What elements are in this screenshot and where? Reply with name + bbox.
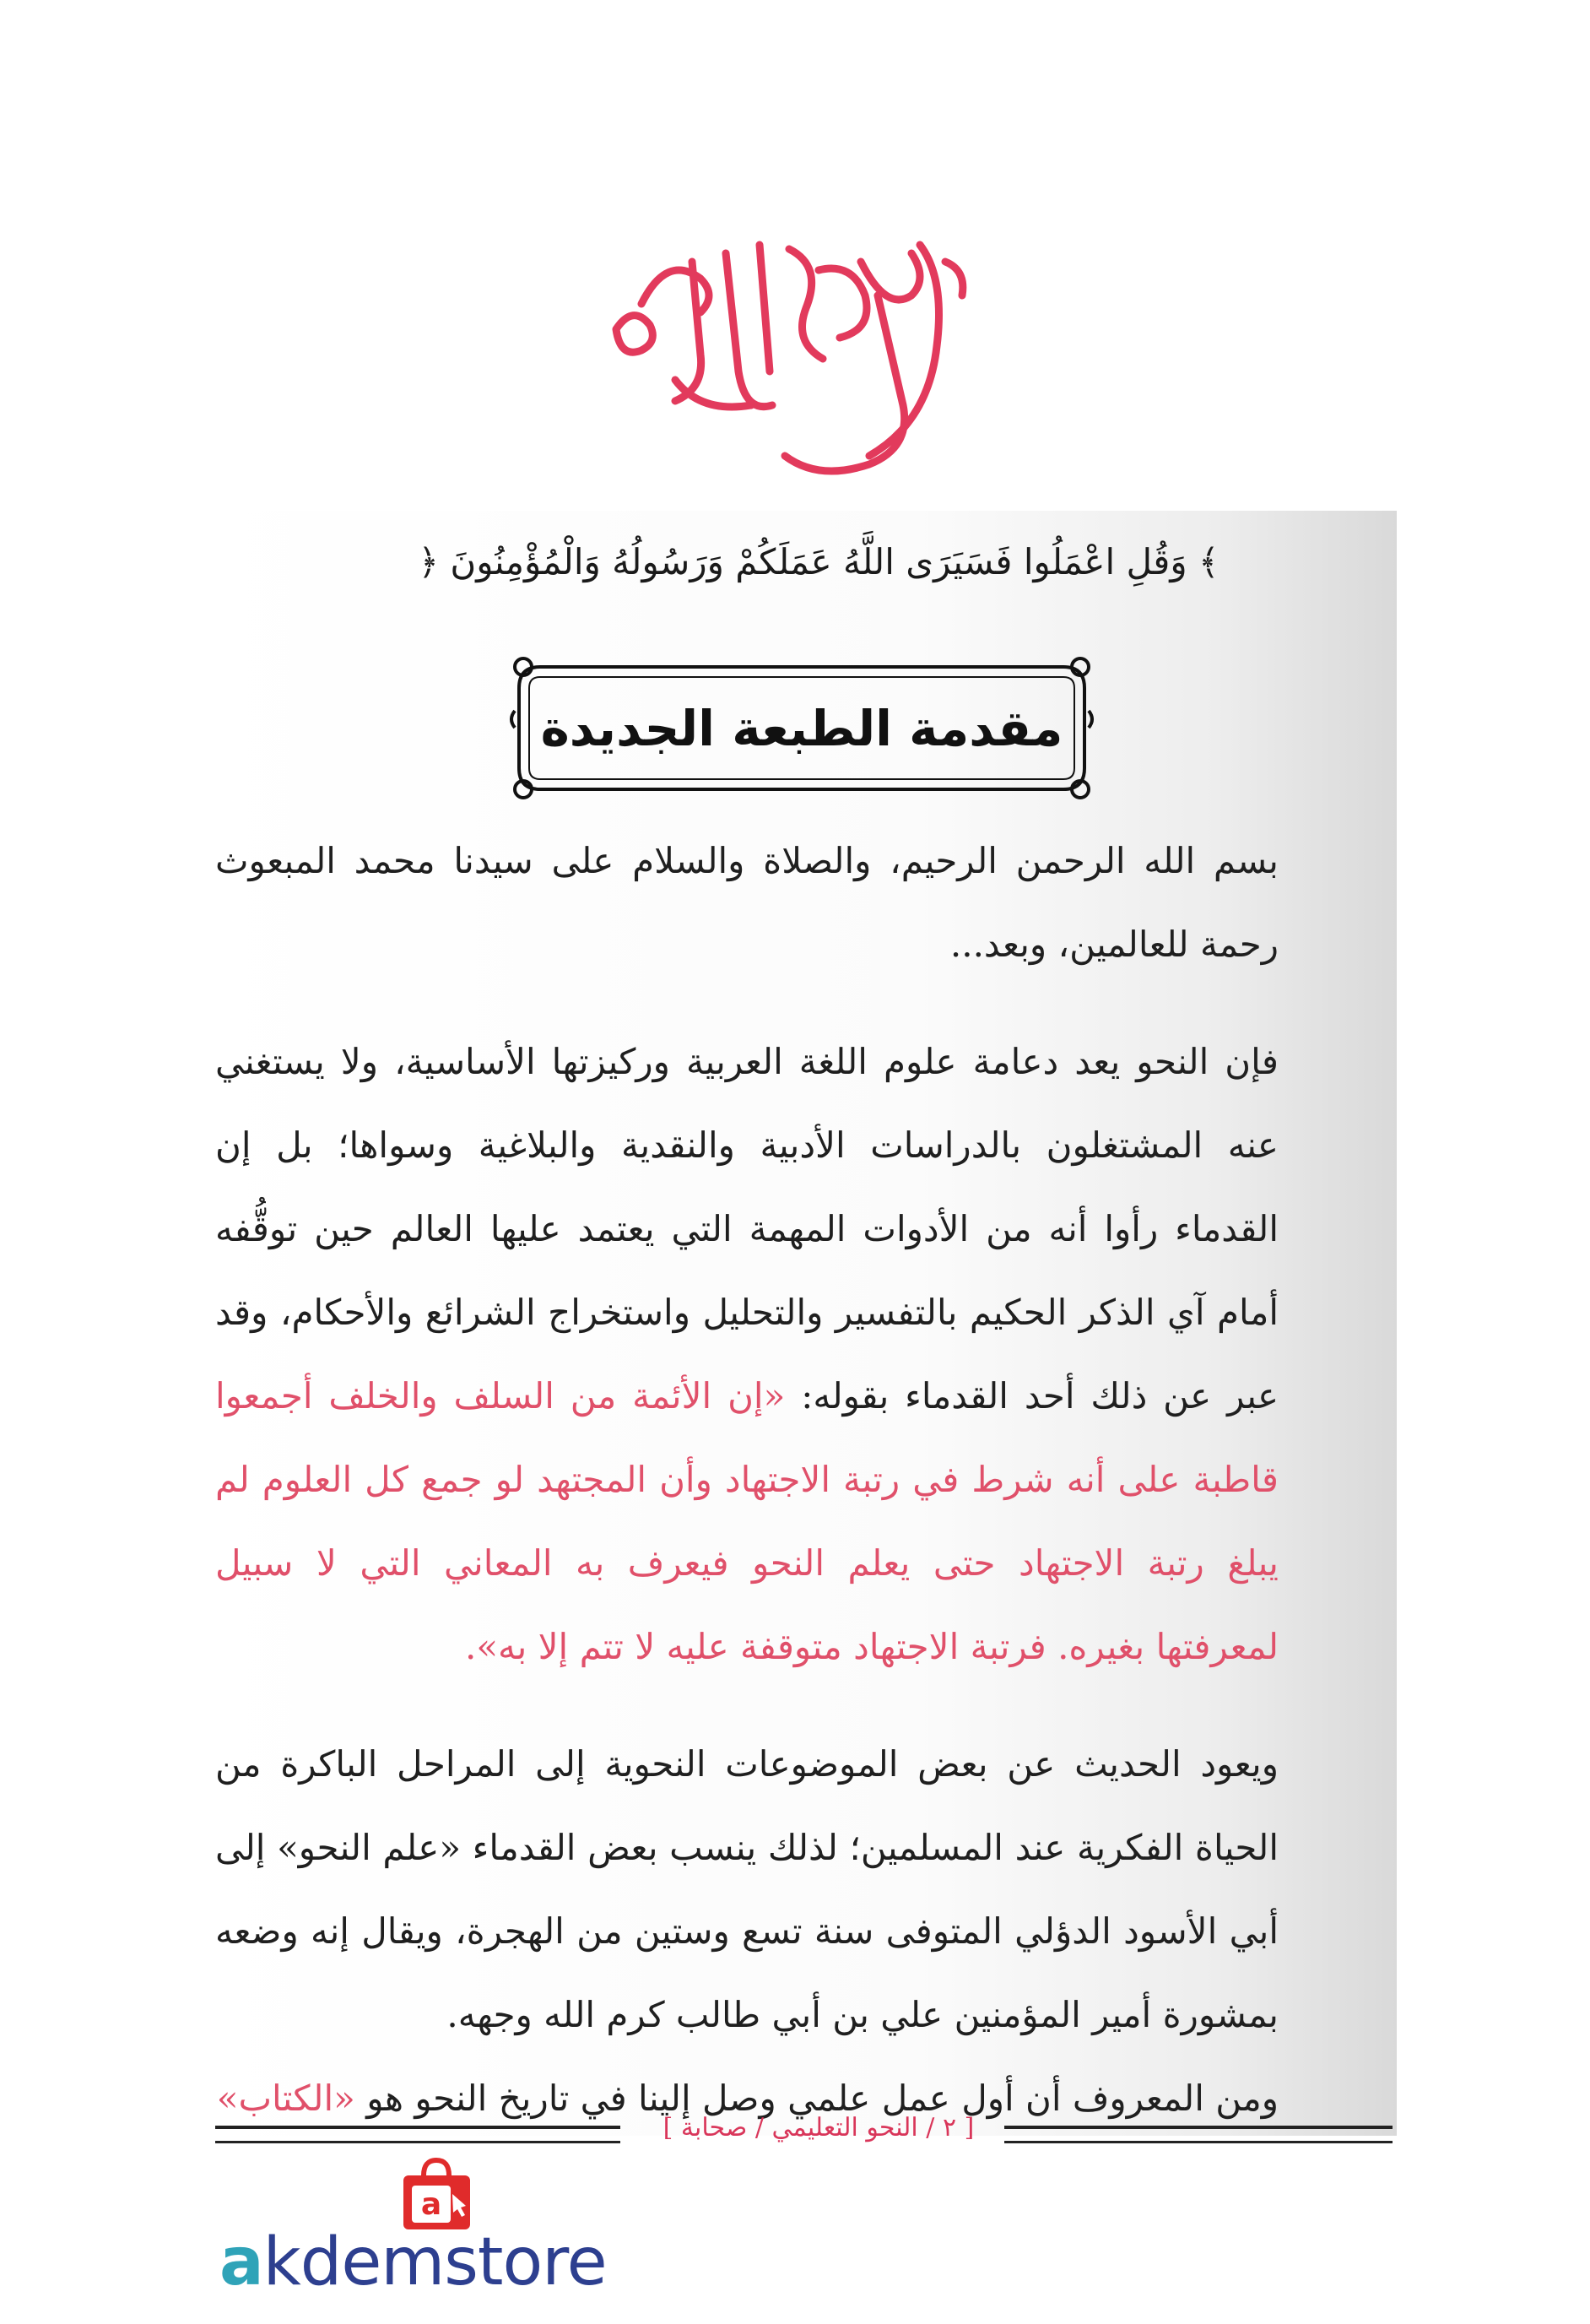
footer-rule-right <box>1004 2126 1393 2143</box>
shopping-bag-icon <box>397 2157 477 2233</box>
kitab-highlight: «الكتاب» <box>216 2078 355 2119</box>
paragraph-intro-text: فإن النحو يعد دعامة علوم اللغة العربية وركيزتها الأساسية، ولا يستغني عنه المشتغلون بالدراسات الأدبية والنقدية والبلاغية وسواها؛ بل إن القدماء رأوا أنه من الأدوات المهمة التي يعتمد عليها العالم حين توقُّفه أمام آي الذكر الحكيم بالتفسير والتحليل واستخراج الشرائع والأحكام، وقد عبر عن ذلك أحد القدماء بقوله: <box>215 1041 1279 1417</box>
paragraph-opening: بسم الله الرحمن الرحيم، والصلاة والسلام على سيدنا محمد المبعوث رحمة للعالمين، وبعد... <box>215 840 1279 965</box>
paragraph-kitab-text: ومن المعروف أن أول عمل علمي وصل إلينا في تاريخ النحو هو <box>366 2078 1279 2119</box>
paragraph-history: ويعود الحديث عن بعض الموضوعات النحوية إلى المراحل الباكرة من الحياة الفكرية عند المسلمين؛ لذلك ينسب بعض القدماء «علم النحو» إلى أبي الأسود الدؤلي المتوفى سنة تسع وستين من الهجرة، ويقال إنه وضعه بمشورة أمير المؤمنين علي بن أبي طالب كرم الله وجهه. <box>215 1743 1279 2035</box>
store-logo-text <box>219 2224 607 2300</box>
body-text <box>215 819 1279 2140</box>
logo-wordmark: kdemstore <box>262 2224 607 2300</box>
svg-text:a: a <box>420 2187 442 2222</box>
basmala-calligraphy <box>591 211 987 498</box>
logo-letter-a: a <box>219 2224 263 2300</box>
quran-verse: ﴿ وَقُلِ اعْمَلُوا فَسَيَرَى اللَّهُ عَمَلَكُمْ وَرَسُولُهُ وَالْمُؤْمِنُونَ ﴾ <box>418 540 1220 582</box>
section-title: مقدمة الطبعة الجديدة <box>540 699 1063 757</box>
scholar-quote: «إن الأئمة من السلف والخلف أجمعوا قاطبة على أنه شرط في رتبة الاجتهاد وأن المجتهد لو جمع كل العلوم لم يبلغ رتبة الاجتهاد حتى يعلم النحو فيعرف به المعاني التي لا سبيل لمعرفتها بغيره. فرتبة الاجتهاد متوقفة عليه لا تتم إلا به». <box>215 1375 1279 1667</box>
footer-rule-left <box>215 2126 620 2143</box>
paragraph-grammar-importance <box>215 1020 1279 1688</box>
footer-page-label: [ ٢ / النحو التعليمي / صحابة ] <box>662 2112 975 2143</box>
